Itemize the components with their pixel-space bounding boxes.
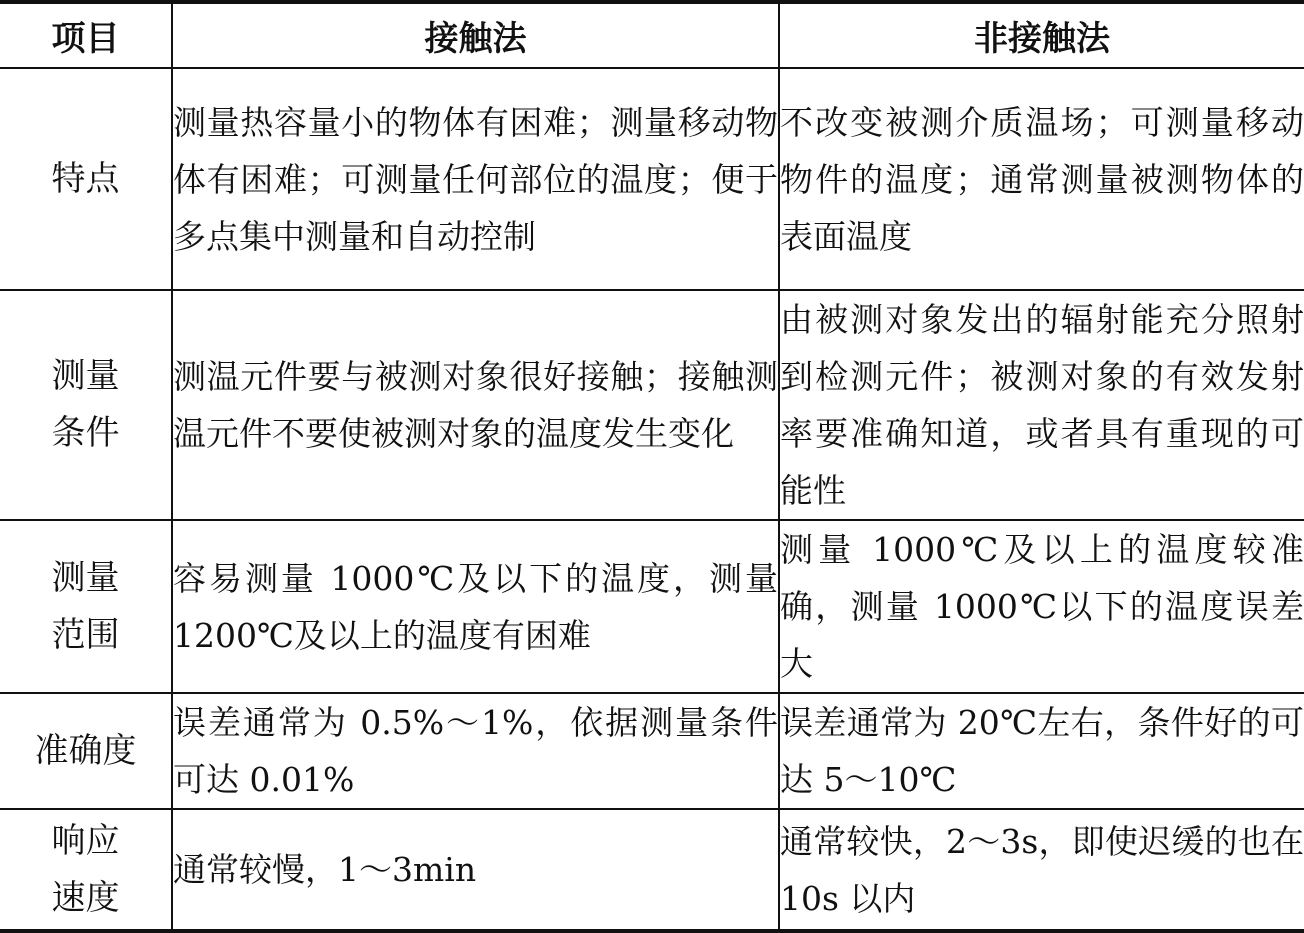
row-label-line: 测量 [51,356,120,396]
noncontact-cell: 不改变被测介质温场；可测量移动物件的温度；通常测量被测物体的表面温度 [779,68,1304,290]
contact-cell: 误差通常为 0.5%～1%，依据测量条件可达 0.01% [172,693,779,809]
row-label-line: 响应 [51,820,120,861]
noncontact-cell: 误差通常为 20℃左右，条件好的可达 5～10℃ [779,693,1304,809]
header-row [0,2,1304,68]
row-label [0,520,172,693]
noncontact-cell: 通常较快，2～3s，即使迟缓的也在 10s 以内 [779,809,1304,931]
table-row [0,290,1304,520]
table-row [0,693,1304,809]
table-row [0,520,1304,693]
row-label-line: 条件 [51,413,120,453]
row-label [0,68,172,290]
row-label-line: 测量 [51,557,120,598]
row-label-line: 范围 [51,614,120,655]
row-label [0,809,172,931]
row-label-line: 特点 [51,158,120,199]
header-contact: 接触法 [172,2,779,68]
contact-cell: 通常较慢，1～3min [172,809,779,931]
table-row [0,68,1304,290]
noncontact-cell: 由被测对象发出的辐射能充分照射到检测元件；被测对象的有效发射率要准确知道，或者具有重现的可能性 [779,290,1304,520]
contact-cell: 测量热容量小的物体有困难；测量移动物体有困难；可测量任何部位的温度；便于多点集中测量和自动控制 [172,68,779,290]
table-row [0,809,1304,931]
noncontact-cell: 测量 1000℃及以上的温度较准确，测量 1000℃以下的温度误差大 [779,520,1304,693]
contact-cell: 容易测量 1000℃及以下的温度，测量 1200℃及以上的温度有困难 [172,520,779,693]
row-label [0,290,172,520]
row-label-line: 准确度 [34,730,137,771]
contact-cell: 测温元件要与被测对象很好接触；接触测温元件不要使被测对象的温度发生变化 [172,290,779,520]
header-item: 项目 [0,2,172,68]
row-label [0,693,172,809]
header-noncontact: 非接触法 [779,2,1304,68]
row-label-line: 速度 [51,877,120,918]
